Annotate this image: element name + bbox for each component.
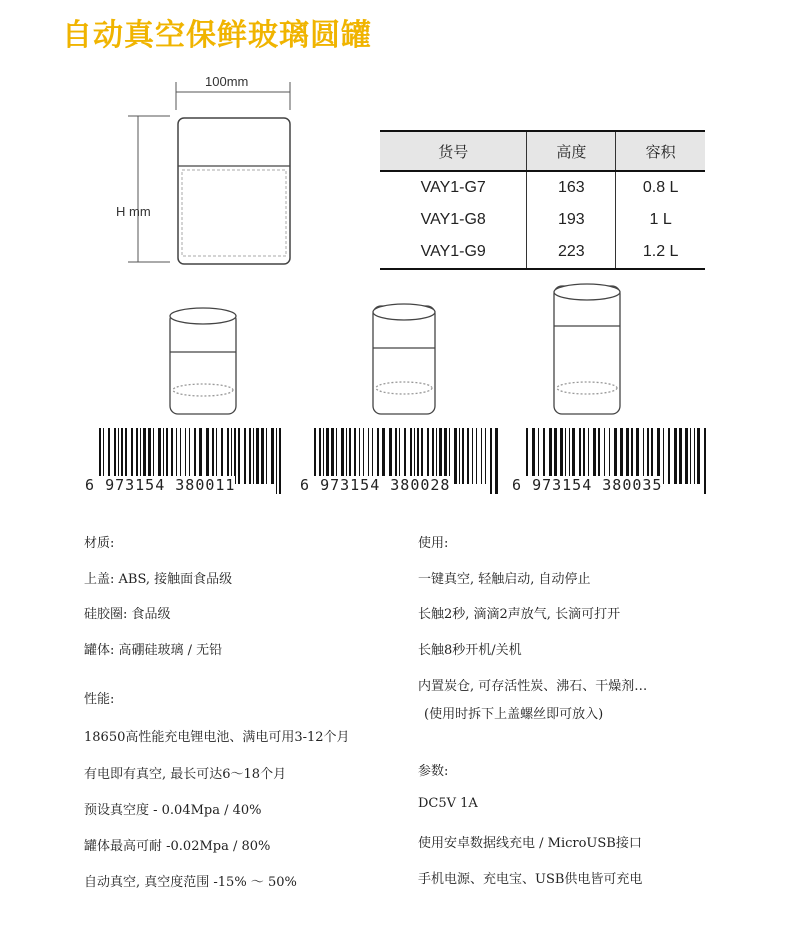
usage-item: 长触8秒开机/关机 (418, 643, 522, 658)
barcode-bar (462, 428, 464, 484)
params-item: DC5V 1A (418, 796, 478, 811)
cell-capacity: 1.2 L (616, 236, 705, 269)
cell-item-no: VAY1-G8 (420, 211, 486, 228)
params-item: 手机电源、充电宝、USB供电皆可充电 (418, 872, 643, 887)
cell-height: 193 (527, 204, 616, 236)
barcode-bar (472, 428, 473, 484)
cell-height: 223 (527, 236, 616, 269)
page-title: 自动真空保鲜玻璃圆罐 (62, 18, 372, 53)
params-item: 使用安卓数据线充电 / MicroUSB接口 (418, 836, 642, 851)
performance-item: 18650高性能充电锂电池、满电可用3-12个月 (84, 730, 350, 745)
height-label: H mm (116, 204, 151, 219)
material-item: 罐体: 高硼硅玻璃 / 无铅 (84, 643, 223, 658)
barcode-bar (266, 428, 267, 484)
barcode-bar (685, 428, 688, 484)
barcode-bar (668, 428, 670, 484)
jar-medium (373, 304, 435, 414)
barcode-bar (249, 428, 251, 484)
barcode-bar (663, 428, 664, 484)
table-row (380, 236, 705, 269)
barcode-2-left: 973154 (320, 476, 381, 494)
barcode-3-digits (512, 476, 662, 494)
header-item-no: 货号 (380, 131, 527, 171)
barcode-bar (253, 428, 254, 484)
barcode-2-lead: 6 (300, 476, 311, 494)
cell-item-no: VAY1-G9 (380, 236, 527, 269)
barcode-1-left: 973154 (105, 476, 166, 494)
usage-item: 一键真空, 轻触启动, 自动停止 (418, 572, 591, 587)
barcode-bar (244, 428, 246, 484)
performance-item: 有电即有真空, 最长可达6～18个月 (84, 767, 287, 782)
barcode-3-right: 380035 (602, 476, 663, 494)
barcode-2-right: 380028 (390, 476, 451, 494)
performance-item: 预设真空度 - 0.04Mpa / 40% (84, 803, 262, 818)
barcode-bar (459, 428, 460, 484)
barcode-bar (481, 428, 482, 484)
barcode-bar (467, 428, 469, 484)
performance-item: 自动真空, 真空度范围 -15% ～ 50% (84, 875, 297, 890)
barcode-bar (490, 428, 492, 494)
usage-item: 长触2秒, 滴滴2声放气, 长滴可打开 (418, 607, 621, 622)
table-header-row (380, 131, 705, 171)
barcode-bar (690, 428, 691, 484)
table-row (380, 171, 705, 204)
barcode-1-digits (85, 476, 235, 494)
table-row (380, 204, 705, 236)
params-heading: 参数: (418, 764, 449, 779)
barcode-bar (454, 428, 457, 484)
header-height: 高度 (527, 131, 616, 171)
barcode-3-lead: 6 (512, 476, 523, 494)
barcode-bar (485, 428, 486, 484)
barcode-bar (276, 428, 277, 494)
barcode-3-left: 973154 (532, 476, 593, 494)
barcode-bar (279, 428, 281, 494)
barcode-1-lead: 6 (85, 476, 96, 494)
usage-item: 内置炭仓, 可存活性炭、沸石、干燥剂… (418, 679, 648, 694)
barcode-bar (697, 428, 700, 484)
jar-small (170, 308, 236, 414)
performance-item: 罐体最高可耐 -0.02Mpa / 80% (84, 839, 271, 854)
spec-table (380, 130, 705, 270)
material-item: 硅胶圈: 食品级 (84, 607, 171, 622)
barcode-bar (674, 428, 677, 484)
cell-capacity: 1 L (616, 204, 705, 236)
barcode-bar (704, 428, 706, 494)
barcode-bar (238, 428, 240, 484)
header-capacity: 容积 (616, 131, 705, 171)
barcode-bar (256, 428, 259, 484)
material-heading: 材质: (84, 536, 115, 551)
cell-item-no: VAY1-G7 (420, 179, 486, 196)
width-label: 100mm (205, 74, 249, 89)
cell-height: 163 (527, 171, 616, 204)
barcode-bar (679, 428, 682, 484)
usage-note: (使用时拆下上盖螺丝即可放入) (424, 707, 604, 722)
barcode-bar (476, 428, 477, 484)
jar-dimension-diagram (100, 70, 320, 280)
jar-illustrations (0, 280, 800, 420)
usage-heading: 使用: (418, 536, 449, 551)
barcode-bar (495, 428, 498, 494)
barcode-bar (271, 428, 274, 484)
jar-large (554, 284, 620, 414)
barcode-1-right: 380011 (175, 476, 236, 494)
barcode-bar (694, 428, 695, 484)
barcode-2-digits (300, 476, 450, 494)
performance-heading: 性能: (84, 692, 115, 707)
cell-capacity: 0.8 L (616, 171, 705, 204)
barcode-bar (261, 428, 264, 484)
material-item: 上盖: ABS, 接触面食品级 (84, 572, 233, 587)
